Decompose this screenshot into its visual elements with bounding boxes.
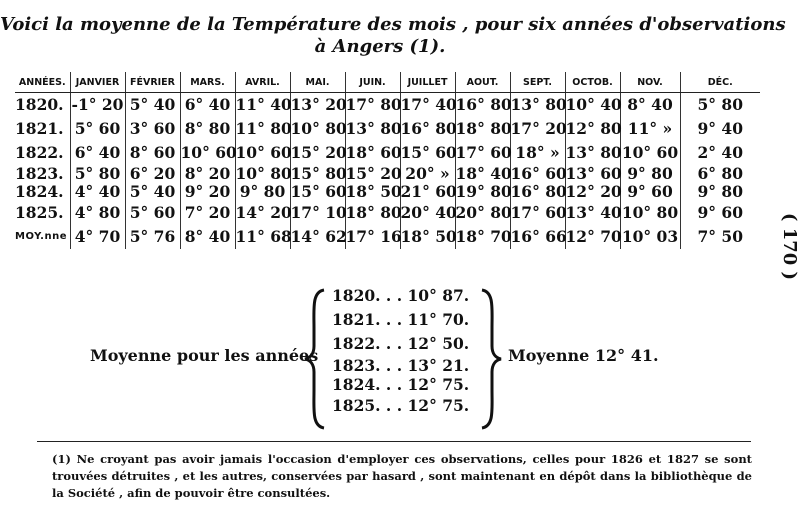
temperature-cell: -1° 20 bbox=[70, 93, 125, 118]
temperature-cell: 11° 80 bbox=[235, 117, 290, 141]
year-cell: 1821. bbox=[15, 119, 64, 138]
footnote-divider bbox=[37, 441, 751, 442]
temperature-cell: 14° 20 bbox=[235, 201, 290, 225]
temperature-cell: 20° » bbox=[400, 165, 455, 183]
temperature-cell: 8° 20 bbox=[180, 165, 235, 183]
temperature-cell: 10° 60 bbox=[180, 141, 235, 165]
column-header: OCTOB. bbox=[565, 72, 620, 93]
temperature-cell: 9° 80 bbox=[235, 183, 290, 201]
temperature-cell: 17° 60 bbox=[510, 201, 565, 225]
temperature-cell: 20° 80 bbox=[455, 201, 510, 225]
temperature-cell: 5° 40 bbox=[125, 93, 180, 118]
temperature-cell: 10° 60 bbox=[620, 141, 680, 165]
temperature-cell: 8° 80 bbox=[180, 117, 235, 141]
table-row bbox=[15, 183, 760, 201]
temperature-cell: 9° 80 bbox=[680, 183, 760, 201]
temperature-table bbox=[15, 72, 760, 249]
temperature-cell: 16° 80 bbox=[455, 93, 510, 118]
temperature-cell: 13° 80 bbox=[510, 93, 565, 118]
temperature-cell: 19° 80 bbox=[455, 182, 512, 201]
column-header: FÉVRIER bbox=[125, 72, 180, 93]
footnote: (1) Ne croyant pas avoir jamais l'occasion d'employer ces observations, celles pour 1826 et 1827 se sont trouvées détruites , et les autres, conservées par hasard , sont maintenant en dépôt dans la bibliothèque de la Société , afin de pouvoir être consultées. bbox=[52, 452, 752, 500]
year-cell: 1823. bbox=[15, 164, 64, 183]
column-header: DÉC. bbox=[680, 72, 760, 93]
average-cell: 5° 76 bbox=[125, 225, 180, 249]
temperature-cell: 15° 20 bbox=[345, 164, 402, 183]
title-line-2: à Angers (1). bbox=[314, 36, 446, 57]
temperature-cell: 15° 60 bbox=[290, 182, 347, 201]
title-line-1: Voici la moyenne de la Température des mois , pour six années d'observations bbox=[0, 14, 786, 35]
temperature-cell: 12° 20 bbox=[565, 182, 622, 201]
summary-row: 1821. . . 11° 70. bbox=[332, 310, 470, 329]
temperature-cell: 15° 20 bbox=[290, 141, 345, 165]
temperature-cell: 17° 60 bbox=[455, 141, 510, 165]
temperature-cell: 9° 40 bbox=[680, 117, 760, 141]
temperature-cell: 9° 80 bbox=[620, 165, 680, 183]
temperature-cell: 8° 60 bbox=[125, 141, 180, 165]
summary-row: 1824. . . 12° 75. bbox=[332, 375, 470, 394]
table-row bbox=[15, 201, 760, 225]
summary-row: 1822. . . 12° 50. bbox=[332, 334, 470, 353]
temperature-cell: 13° 40 bbox=[565, 201, 620, 225]
temperature-cell: 15° 60 bbox=[400, 141, 455, 165]
summary-row: 1823. . . 13° 21. bbox=[332, 356, 470, 375]
temperature-cell: 10° 80 bbox=[620, 201, 680, 225]
temperature-cell: 16° 80 bbox=[510, 182, 567, 201]
column-header: JUIN. bbox=[345, 72, 400, 93]
temperature-cell: 9° 60 bbox=[680, 201, 760, 225]
temperature-cell: 6° 40 bbox=[180, 93, 235, 118]
table-body bbox=[15, 93, 760, 250]
temperature-cell: 5° 60 bbox=[125, 201, 180, 225]
column-header: JANVIER bbox=[70, 72, 125, 93]
temperature-cell: 5° 80 bbox=[680, 93, 760, 118]
table-row bbox=[15, 117, 760, 141]
overall-average: Moyenne 12° 41. bbox=[508, 346, 659, 365]
average-cell: 17° 16 bbox=[345, 225, 400, 249]
temperature-cell: 4° 80 bbox=[70, 201, 125, 225]
temperature-cell: 18° 40 bbox=[455, 164, 512, 183]
temperature-cell: 17° 20 bbox=[510, 117, 565, 141]
temperature-cell: 18° » bbox=[510, 141, 565, 165]
temperature-cell: 5° 80 bbox=[70, 165, 125, 183]
average-cell: 18° 70 bbox=[455, 225, 510, 249]
temperature-cell: 4° 40 bbox=[70, 183, 125, 201]
column-header: ANNÉES. bbox=[15, 72, 70, 93]
temperature-cell: 17° 80 bbox=[345, 93, 400, 118]
temperature-cell: 6° 20 bbox=[125, 165, 180, 183]
average-cell: 12° 70 bbox=[565, 225, 620, 249]
temperature-cell: 17° 10 bbox=[290, 201, 345, 225]
temperature-cell: 9° 60 bbox=[620, 183, 680, 201]
summary-row: 1825. . . 12° 75. bbox=[332, 396, 470, 415]
average-label: MOY.nne bbox=[15, 231, 68, 242]
temperature-cell: 10° 80 bbox=[290, 117, 345, 141]
column-header: MAI. bbox=[290, 72, 345, 93]
temperature-cell: 5° 60 bbox=[70, 117, 125, 141]
column-header: AOUT. bbox=[455, 72, 510, 93]
temperature-cell: 8° 40 bbox=[620, 93, 680, 118]
summary-row: 1820. . . 10° 87. bbox=[332, 286, 470, 305]
temperature-cell: 10° 80 bbox=[235, 164, 292, 183]
yearly-average-summary bbox=[0, 284, 800, 434]
temperature-cell: 6° 40 bbox=[70, 141, 125, 165]
temperature-cell: 16° 80 bbox=[400, 117, 455, 141]
temperature-cell: 12° 80 bbox=[565, 117, 620, 141]
temperature-cell: 20° 40 bbox=[400, 201, 455, 225]
table-row bbox=[15, 165, 760, 183]
temperature-cell: 9° 20 bbox=[180, 183, 235, 201]
temperature-cell: 21° 60 bbox=[400, 182, 457, 201]
temperature-cell: 7° 20 bbox=[180, 201, 235, 225]
average-row bbox=[15, 225, 760, 249]
temperature-cell: 18° 50 bbox=[345, 182, 402, 201]
average-cell: 4° 70 bbox=[70, 225, 125, 249]
year-cell: 1822. bbox=[15, 143, 64, 162]
table-header-row bbox=[15, 72, 760, 93]
temperature-cell: 6° 80 bbox=[680, 165, 760, 183]
average-cell: 10° 03 bbox=[620, 225, 680, 249]
temperature-cell: 5° 40 bbox=[125, 183, 180, 201]
year-cell: 1824. bbox=[15, 182, 64, 201]
temperature-cell: 11° » bbox=[620, 117, 680, 141]
temperature-cell: 2° 40 bbox=[680, 141, 760, 165]
summary-label: Moyenne pour les années bbox=[90, 346, 319, 365]
temperature-cell: 3° 60 bbox=[125, 117, 180, 141]
temperature-cell: 13° 20 bbox=[290, 93, 345, 118]
average-cell: 14° 62 bbox=[290, 225, 345, 249]
table-row bbox=[15, 93, 760, 118]
temperature-cell: 13° 80 bbox=[345, 117, 400, 141]
right-brace bbox=[478, 288, 504, 430]
temperature-cell: 13° 80 bbox=[565, 141, 620, 165]
temperature-cell: 18° 60 bbox=[345, 141, 400, 165]
column-header: MARS. bbox=[180, 72, 235, 93]
average-cell: 18° 50 bbox=[400, 225, 455, 249]
temperature-cell: 16° 60 bbox=[510, 164, 567, 183]
average-cell: 8° 40 bbox=[180, 225, 235, 249]
page-title bbox=[0, 14, 786, 58]
column-header: SEPT. bbox=[510, 72, 565, 93]
average-cell: 16° 66 bbox=[510, 225, 565, 249]
temperature-cell: 13° 60 bbox=[565, 164, 622, 183]
column-header: AVRIL. bbox=[235, 72, 290, 93]
temperature-cell: 18° 80 bbox=[455, 117, 510, 141]
year-cell: 1825. bbox=[15, 203, 64, 222]
left-brace bbox=[302, 288, 328, 430]
temperature-cell: 11° 40 bbox=[235, 93, 290, 118]
column-header: JUILLET bbox=[400, 72, 455, 93]
temperature-cell: 10° 60 bbox=[235, 141, 290, 165]
temperature-cell: 10° 40 bbox=[565, 93, 620, 118]
average-cell: 11° 68 bbox=[235, 225, 290, 249]
year-cell: 1820. bbox=[15, 95, 64, 114]
page-number: ( 170 ) bbox=[779, 212, 800, 281]
temperature-cell: 15° 80 bbox=[290, 164, 347, 183]
table-row bbox=[15, 141, 760, 165]
summary-rows bbox=[332, 284, 482, 418]
temperature-cell: 18° 80 bbox=[345, 201, 400, 225]
column-header: NOV. bbox=[620, 72, 680, 93]
average-cell: 7° 50 bbox=[680, 225, 760, 249]
temperature-cell: 17° 40 bbox=[400, 93, 455, 118]
